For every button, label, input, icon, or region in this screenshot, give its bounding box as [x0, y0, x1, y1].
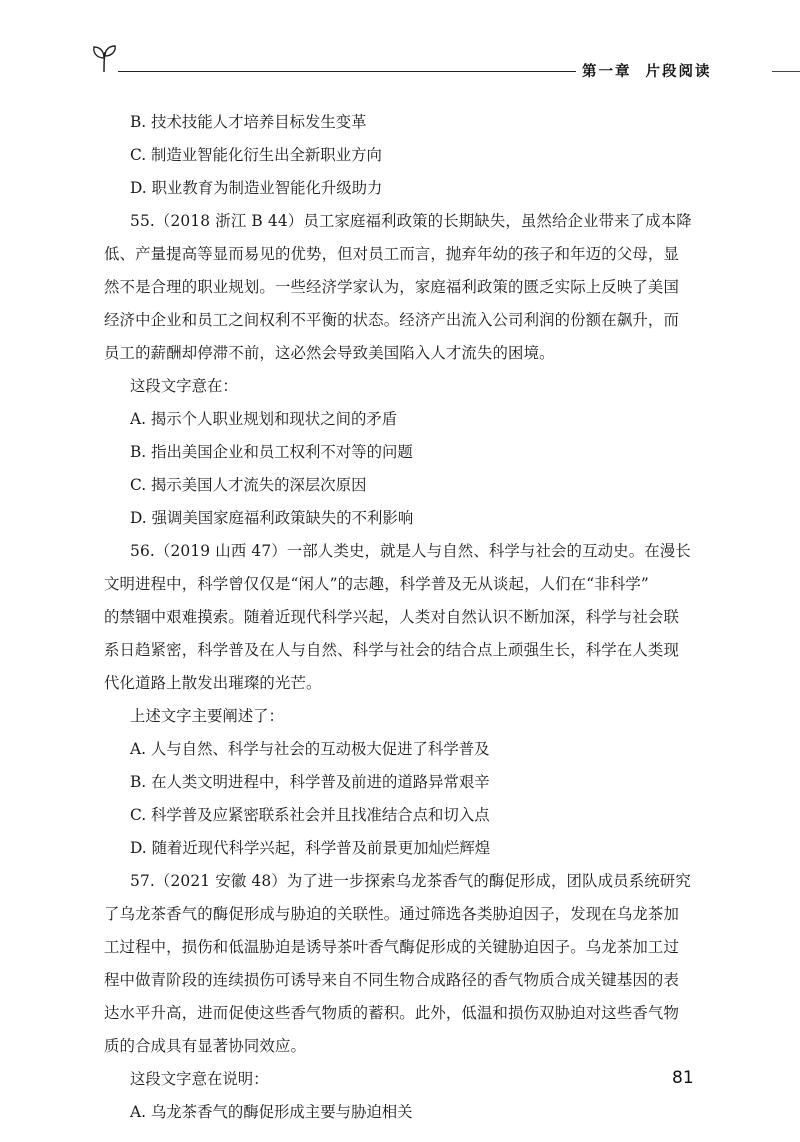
- header-rule-left: [118, 71, 576, 72]
- leaf-icon: [90, 44, 120, 74]
- passage-line: 然不是合理的职业规划。一些经济学家认为，家庭福利政策的匮乏实际上反映了美国: [104, 278, 680, 296]
- passage-line: 文明进程中，科学曾仅仅是“闲人”的志趣，科学普及无从谈起，人们在“非科学”: [104, 575, 649, 593]
- option-b: B. 在人类文明进程中，科学普及前进的道路异常艰辛: [130, 773, 490, 791]
- passage-line: 代化道路上散发出璀璨的光芒。: [104, 674, 322, 692]
- question-55-stem: 这段文字意在：: [130, 377, 238, 395]
- page-content: [104, 106, 704, 1129]
- chapter-label: 第一章: [582, 64, 632, 80]
- page-number: 81: [672, 1068, 694, 1088]
- option-a: A. 揭示个人职业规划和现状之间的矛盾: [130, 410, 398, 428]
- passage-line: 低、产量提高等显而易见的优势，但对员工而言，抛弃年幼的孩子和年迈的父母，显: [104, 245, 680, 263]
- section-label: 片段阅读: [645, 64, 712, 80]
- page-header: [82, 44, 800, 84]
- passage-line: 员工的薪酬却停滞不前，这必然会导致美国陷入人才流失的困境。: [104, 344, 555, 362]
- option-a: A. 乌龙茶香气的酶促形成主要与胁迫相关: [130, 1103, 413, 1121]
- option-b: B. 指出美国企业和员工权利不对等的问题: [130, 443, 413, 461]
- running-header: [582, 60, 712, 81]
- question-57-stem: 这段文字意在说明：: [130, 1070, 269, 1088]
- header-rule-right: [772, 71, 800, 72]
- option-d: D. 职业教育为制造业智能化升级助力: [130, 179, 383, 197]
- passage-line: 达水平升高，进而促使这些香气物质的蓄积。此外，低温和损伤双胁迫对这些香气物: [104, 1004, 680, 1022]
- passage-line: 程中做青阶段的连续损伤可诱导来自不同生物合成路径的香气物质合成关键基因的表: [104, 971, 680, 989]
- option-b: B. 技术技能人才培养目标发生变革: [130, 113, 367, 131]
- question-55-passage: [104, 205, 704, 370]
- passage-line: 工过程中，损伤和低温胁迫是诱导茶叶香气酶促形成的关键胁迫因子。乌龙茶加工过: [104, 938, 680, 956]
- option-c: C. 揭示美国人才流失的深层次原因: [130, 476, 367, 494]
- question-56-passage: [104, 535, 704, 700]
- passage-line: 56.（2019 山西 47）一部人类史，就是人与自然、科学与社会的互动史。在漫长: [130, 542, 691, 560]
- option-d: D. 随着近现代科学兴起，科学普及前景更加灿烂辉煌: [130, 839, 491, 857]
- passage-line: 了乌龙茶香气的酶促形成与胁迫的关联性。通过筛选各类胁迫因子，发现在乌龙茶加: [104, 905, 680, 923]
- option-d: D. 强调美国家庭福利政策缺失的不利影响: [130, 509, 414, 527]
- passage-line: 经济中企业和员工之间权利不平衡的状态。经济产出流入公司利润的份额在飙升，而: [104, 311, 680, 329]
- passage-line: 的禁锢中艰难摸索。随着近现代科学兴起，人类对自然认识不断加深，科学与社会联: [104, 608, 680, 626]
- passage-line: 系日趋紧密，科学普及在人与自然、科学与社会的结合点上顽强生长，科学在人类现: [104, 641, 680, 659]
- passage-line: 57.（2021 安徽 48）为了进一步探索乌龙茶香气的酶促形成，团队成员系统研究: [130, 872, 691, 890]
- question-56-stem: 上述文字主要阐述了：: [130, 707, 284, 725]
- option-a: A. 人与自然、科学与社会的互动极大促进了科学普及: [130, 740, 490, 758]
- option-c: C. 制造业智能化衍生出全新职业方向: [130, 146, 382, 164]
- option-c: C. 科学普及应紧密联系社会并且找准结合点和切入点: [130, 806, 490, 824]
- passage-line: 55.（2018 浙江 B 44）员工家庭福利政策的长期缺失，虽然给企业带来了成本降: [130, 212, 692, 230]
- question-57-passage: [104, 865, 704, 1063]
- passage-line: 质的合成具有显著协同效应。: [104, 1037, 307, 1055]
